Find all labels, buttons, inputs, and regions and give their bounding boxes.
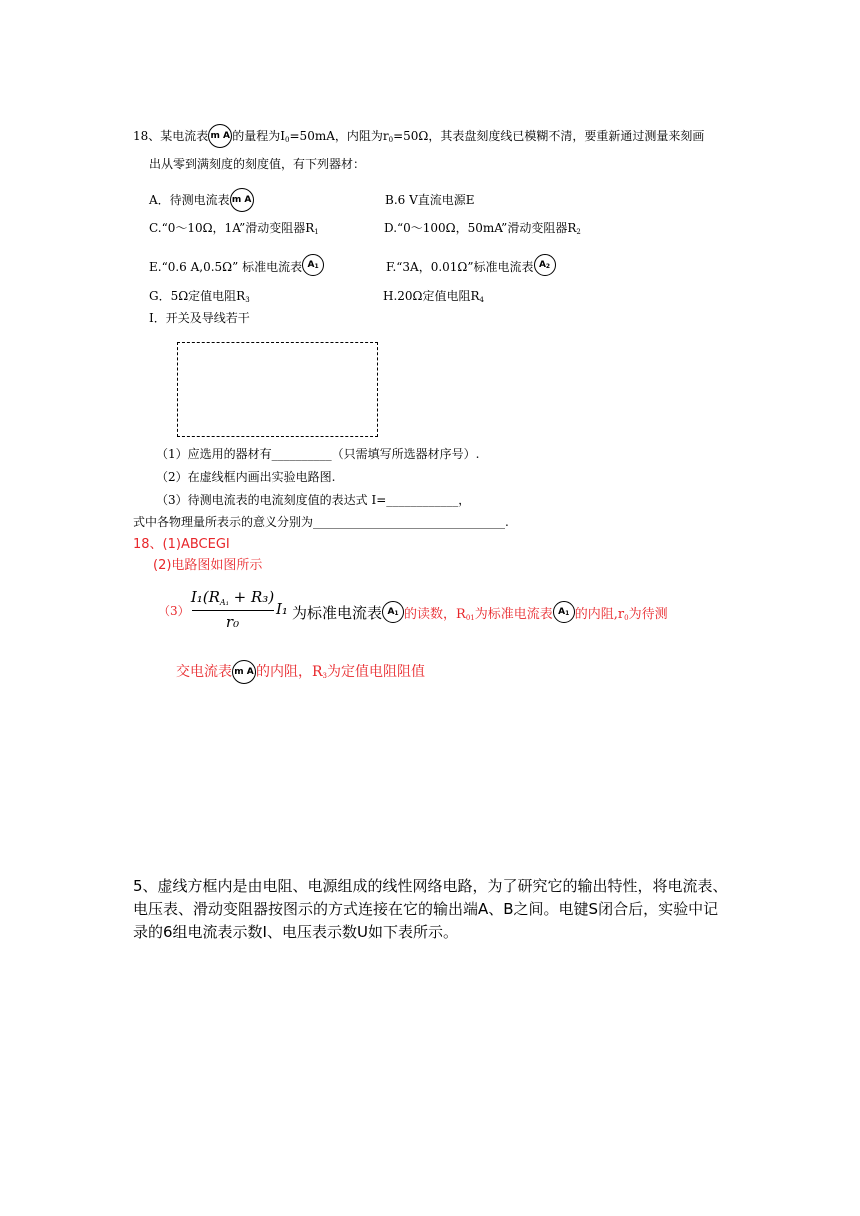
- answer-line-3-red3: 的内阻,r: [574, 607, 625, 622]
- answer-line-3: [292, 601, 668, 628]
- answer-line-4-sub: 3: [322, 672, 328, 680]
- answer-line-4-post: 的内阻，R: [256, 664, 323, 680]
- answer-line-4-pre: 交电流表: [176, 664, 232, 680]
- option-a: [149, 188, 254, 212]
- option-d: [384, 220, 581, 240]
- answer-line-3-red2: 为标准电流表: [474, 607, 553, 622]
- answer-line-3-red4: 为待测: [628, 607, 668, 622]
- formula-tail: I₁: [276, 600, 288, 618]
- option-f-text: F.“3A，0.01Ω”标准电流表: [386, 260, 534, 274]
- milliammeter-icon: m A: [230, 188, 254, 212]
- option-d-text: D.“0～100Ω，50mA”滑动变阻器R: [384, 221, 577, 235]
- sub-question-3-line2: 式中各物理量所表示的意义分别为________________________________.: [133, 515, 509, 529]
- sub-question-1: （1）应选用的器材有__________（只需填写所选器材序号）.: [156, 447, 480, 461]
- q18-stem-sub2: 0: [388, 136, 394, 144]
- q5-line-2: 电压表、滑动变阻器按图示的方式连接在它的输出端A、B之间。电键S闭合后，实验中记: [133, 900, 719, 918]
- ammeter-a1-icon: [302, 254, 324, 276]
- ammeter-a1-label: A: [307, 260, 315, 270]
- ammeter-a2-icon: [534, 254, 556, 276]
- circuit-drawing-box: [177, 342, 378, 437]
- option-c: [149, 220, 319, 240]
- q18-stem-post: 的量程为I: [232, 129, 286, 143]
- option-a-text: A．待测电流表: [149, 193, 230, 207]
- formula-num-post: + R₃): [228, 588, 275, 606]
- ammeter-a1-sub: 1: [565, 610, 570, 617]
- q5-line-3: 录的6组电流表示数I、电压表示数U如下表所示。: [133, 923, 458, 941]
- answer-line-4-end: 为定值电阻阻值: [327, 664, 426, 680]
- option-h-sub: 4: [479, 296, 485, 304]
- option-h-text: H.20Ω定值电阻R: [383, 289, 480, 303]
- answer-line-2: (2)电路图如图所示: [153, 558, 263, 573]
- q18-stem-line1: [133, 124, 704, 148]
- milliammeter-icon: m A: [232, 660, 256, 684]
- answer-line-3-label: （3）: [158, 604, 190, 618]
- formula-num-sub: A₁: [219, 598, 229, 607]
- option-b: B.6 V直流电源E: [385, 193, 475, 207]
- q5-line-1: 5、虚线方框内是由电阻、电源组成的线性网络电路，为了研究它的输出特性，将电流表、: [133, 877, 728, 895]
- answer-line-4: [176, 660, 425, 687]
- sub-question-3: （3）待测电流表的电流刻度值的表达式 I=____________，: [156, 493, 471, 507]
- option-h: [383, 288, 484, 308]
- formula-numerator: [190, 588, 275, 612]
- option-g-text: G．5Ω定值电阻R: [149, 289, 246, 303]
- formula-num-text: I₁(R: [190, 588, 220, 606]
- ammeter-a2-label: A: [538, 260, 546, 270]
- option-e: [149, 254, 324, 276]
- ammeter-a1-label: A: [387, 607, 395, 617]
- option-g-sub: 3: [245, 296, 250, 304]
- option-g: [149, 288, 250, 308]
- answer-line-1: 18、(1)ABCEGI: [133, 537, 230, 552]
- q18-stem-pre: 18、某电流表: [133, 129, 209, 143]
- answer-line-3-red3-sub: 0: [624, 614, 629, 622]
- q18-stem-sub: 0: [285, 136, 290, 144]
- q18-stem-post3: =50Ω，其表盘刻度线已模糊不清，要重新通过测量来刻画: [393, 129, 705, 143]
- ammeter-a1-sub: 1: [394, 610, 399, 617]
- ammeter-a1-sub: 1: [314, 263, 319, 270]
- formula-denominator: r₀: [225, 613, 240, 631]
- ammeter-a2-sub: 2: [545, 263, 551, 270]
- option-c-text: C.“0～10Ω，1A”滑动变阻器R: [149, 221, 315, 235]
- option-c-sub: 1: [314, 228, 319, 236]
- option-e-text: E.“0.6 A,0.5Ω” 标准电流表: [149, 260, 303, 274]
- q18-stem-line2: 出从零到满刻度的刻度值，有下列器材：: [149, 157, 366, 171]
- ammeter-a1-label: A: [558, 607, 566, 617]
- milliammeter-icon: m A: [208, 124, 232, 148]
- option-i: I．开关及导线若干: [149, 311, 250, 325]
- ammeter-a1-icon: [553, 601, 575, 623]
- ammeter-a1-icon: [382, 601, 404, 623]
- q18-stem-post2: =50mA，内阻为r: [289, 129, 389, 143]
- answer-line-3-black: 为标准电流表: [292, 604, 383, 622]
- option-f: [386, 254, 556, 276]
- sub-question-2: （2）在虚线框内画出实验电路图.: [156, 470, 336, 484]
- answer-line-3-red1: 的读数，R: [404, 607, 466, 622]
- option-d-sub: 2: [576, 228, 581, 236]
- answer-line-3-red1-sub: 01: [465, 614, 475, 622]
- formula-fraction-bar: [192, 610, 274, 611]
